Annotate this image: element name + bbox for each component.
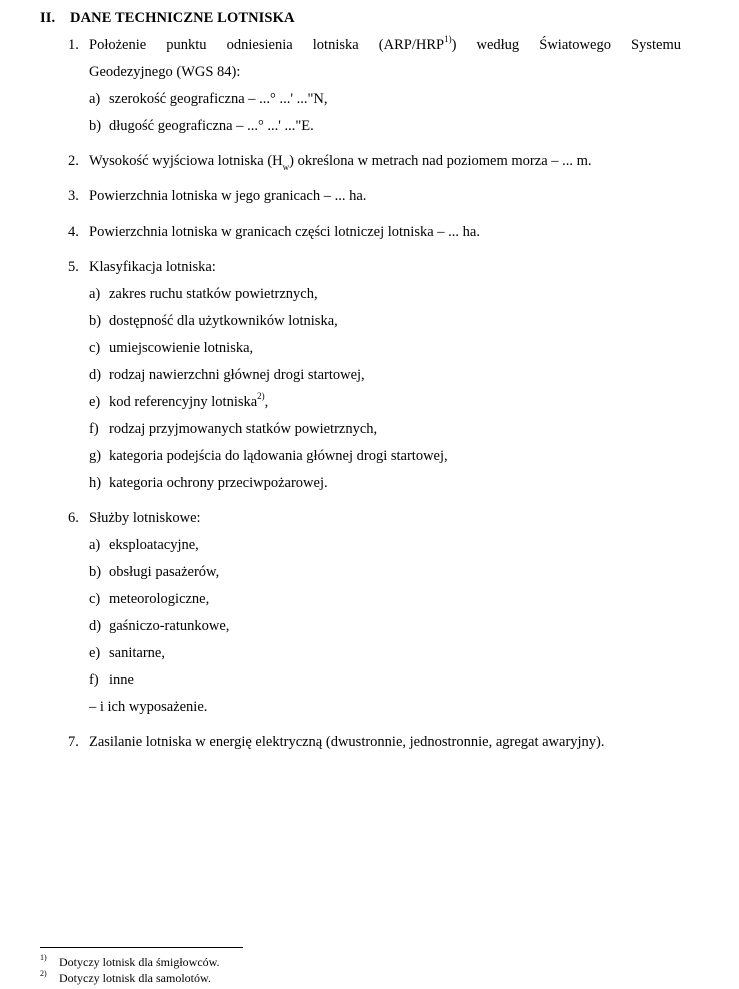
- item-5h-letter: h): [89, 475, 102, 491]
- item-6d-letter: d): [89, 618, 102, 634]
- item-1-line-2: Geodezyjnego (WGS 84):: [89, 64, 241, 80]
- item-5c-letter: c): [89, 340, 101, 356]
- item-5-text: Klasyfikacja lotniska:: [89, 259, 216, 275]
- item-3-text: Powierzchnia lotniska w jego granicach – ... ha.: [89, 188, 367, 204]
- item-5g-letter: g): [89, 448, 102, 464]
- item-6b-letter: b): [89, 564, 102, 580]
- item-5a-text: zakres ruchu statków powietrznych,: [109, 286, 318, 302]
- item-5c-text: umiejscowienie lotniska,: [109, 340, 254, 356]
- section-number: II.: [40, 10, 56, 26]
- item-5f-letter: f): [89, 421, 99, 437]
- item-1a-text: szerokość geograficzna – ...° ...' ..."N,: [109, 91, 328, 107]
- item-6b-text: obsługi pasażerów,: [109, 564, 220, 580]
- item-5d-letter: d): [89, 367, 102, 383]
- item-5e-letter: e): [89, 394, 101, 410]
- item-6-number: 6.: [68, 510, 79, 526]
- item-1-line-1: [89, 34, 681, 54]
- section-title: DANE TECHNICZNE LOTNISKA: [70, 10, 295, 26]
- item-7-number: 7.: [68, 734, 79, 750]
- item-2-number: 2.: [68, 153, 79, 169]
- item-6-text: Służby lotniskowe:: [89, 510, 201, 526]
- item-7-text: Zasilanie lotniska w energię elektryczną (dwustronnie, jednostronnie, agregat awaryjny).: [89, 734, 605, 750]
- footnote-ref-1: 1): [444, 34, 452, 44]
- item-6f-letter: f): [89, 672, 99, 688]
- item-1-text-post: ) według Światowego Systemu: [451, 37, 681, 53]
- item-5g-text: kategoria podejścia do lądowania głównej drogi startowej,: [109, 448, 448, 464]
- item-6a-letter: a): [89, 537, 101, 553]
- item-1b-text: długość geograficzna – ...° ...' ..."E.: [109, 118, 314, 134]
- item-5a-letter: a): [89, 286, 101, 302]
- item-6f-text: inne: [109, 672, 134, 688]
- item-1-text-pre: Położenie punktu odniesienia lotniska (ARP/HRP: [89, 37, 445, 53]
- item-2-text-post: ) określona w metrach nad poziomem morza – ... m.: [289, 153, 592, 169]
- item-3-number: 3.: [68, 188, 79, 204]
- item-5e-text-main: kod referencyjny lotniska: [109, 394, 258, 410]
- item-6c-letter: c): [89, 591, 101, 607]
- item-5-number: 5.: [68, 259, 79, 275]
- footnote-2-mark: 2): [40, 969, 47, 978]
- item-6-tail: – i ich wyposażenie.: [89, 699, 208, 715]
- footnote-2-text: Dotyczy lotnisk dla samolotów.: [59, 971, 211, 985]
- item-5d-text: rodzaj nawierzchni głównej drogi startowej,: [109, 367, 365, 383]
- item-1b-letter: b): [89, 118, 102, 134]
- item-6a-text: eksploatacyjne,: [109, 537, 199, 553]
- item-5b-text: dostępność dla użytkowników lotniska,: [109, 313, 338, 329]
- item-5f-text: rodzaj przyjmowanych statków powietrznych,: [109, 421, 378, 437]
- item-5b-letter: b): [89, 313, 102, 329]
- item-1a-letter: a): [89, 91, 101, 107]
- item-5h-text: kategoria ochrony przeciwpożarowej.: [109, 475, 328, 491]
- item-4-number: 4.: [68, 224, 79, 240]
- footnote-1-mark: 1): [40, 953, 47, 962]
- item-4-text: Powierzchnia lotniska w granicach części lotniczej lotniska – ... ha.: [89, 224, 480, 240]
- item-6e-text: sanitarne,: [109, 645, 165, 661]
- item-2-text: [89, 153, 592, 170]
- item-1-number: 1.: [68, 37, 79, 53]
- item-6e-letter: e): [89, 645, 101, 661]
- item-2-subscript: w: [282, 162, 290, 172]
- item-6d-text: gaśniczo-ratunkowe,: [109, 618, 230, 634]
- footnote-divider: [40, 947, 243, 948]
- item-6c-text: meteorologiczne,: [109, 591, 210, 607]
- item-2-text-pre: Wysokość wyjściowa lotniska (H: [89, 153, 283, 169]
- item-5e-text-after: ,: [264, 394, 269, 410]
- footnote-ref-2: 2): [257, 391, 265, 401]
- item-5e-text: [109, 391, 269, 411]
- footnote-1-text: Dotyczy lotnisk dla śmigłowców.: [59, 955, 220, 969]
